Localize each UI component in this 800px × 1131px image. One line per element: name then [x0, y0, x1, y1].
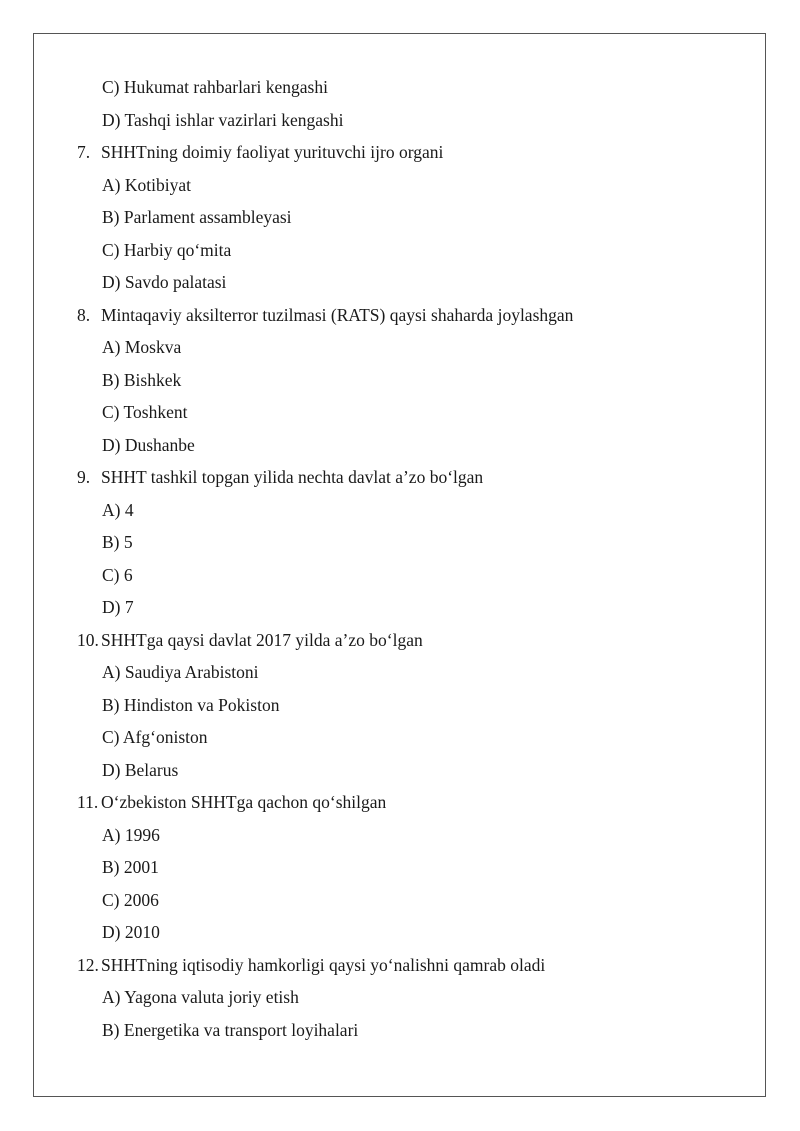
option-line: D) Savdo palatasi [102, 272, 227, 292]
question-number: 12. [77, 954, 99, 975]
option-line: C) Hukumat rahbarlari kengashi [102, 77, 328, 97]
question-text: SHHTning doimiy faoliyat yurituvchi ijro organi [101, 142, 444, 162]
option-line: B) 2001 [102, 857, 159, 877]
option-line: A) 4 [102, 499, 134, 520]
document-body [0, 71, 800, 1046]
option-line: C) Harbiy qo‘mita [102, 239, 232, 260]
question-text: SHHT tashkil topgan yilida nechta davlat a’zo bo‘lgan [101, 467, 484, 487]
option-line: C) 2006 [102, 889, 159, 910]
question-number: 7. [77, 142, 91, 162]
question-line [0, 461, 800, 494]
question-line [0, 949, 800, 982]
option-line: C) Toshkent [102, 402, 188, 422]
option-line: D) 2010 [102, 922, 160, 942]
question-number: 9. [77, 467, 91, 487]
question-line [0, 136, 800, 169]
option-line: A) Saudiya Arabistoni [102, 662, 259, 682]
question-line [0, 299, 800, 332]
question-text: SHHTning iqtisodiy hamkorligi qaysi yo‘nalishni qamrab oladi [101, 954, 546, 975]
question-number: 11. [77, 792, 99, 812]
option-line: D) Dushanbe [102, 434, 195, 455]
question-line [0, 624, 800, 657]
option-line: A) Kotibiyat [102, 174, 191, 195]
option-line: C) 6 [102, 564, 133, 585]
option-line: D) Belarus [102, 759, 179, 780]
question-line [0, 786, 800, 819]
question-text: O‘zbekiston SHHTga qachon qo‘shilgan [101, 792, 387, 812]
option-line: B) Parlament assambleyasi [102, 207, 292, 227]
option-line: A) Moskva [102, 337, 182, 357]
option-line: A) Yagona valuta joriy etish [102, 987, 299, 1007]
option-line: B) 5 [102, 532, 133, 552]
question-text: Mintaqaviy aksilterror tuzilmasi (RATS) qaysi shaharda joylashgan [101, 304, 574, 325]
question-number: 8. [77, 304, 91, 325]
option-line: D) Tashqi ishlar vazirlari kengashi [102, 109, 344, 130]
option-line: B) Energetika va transport loyihalari [102, 1019, 359, 1040]
question-number: 10. [77, 629, 99, 650]
option-line: A) 1996 [102, 824, 160, 845]
option-line: D) 7 [102, 597, 134, 617]
question-text: SHHTga qaysi davlat 2017 yilda a’zo bo‘lgan [101, 629, 423, 650]
option-line: C) Afg‘oniston [102, 727, 208, 747]
option-line: B) Hindiston va Pokiston [102, 694, 280, 715]
option-line: B) Bishkek [102, 369, 182, 390]
